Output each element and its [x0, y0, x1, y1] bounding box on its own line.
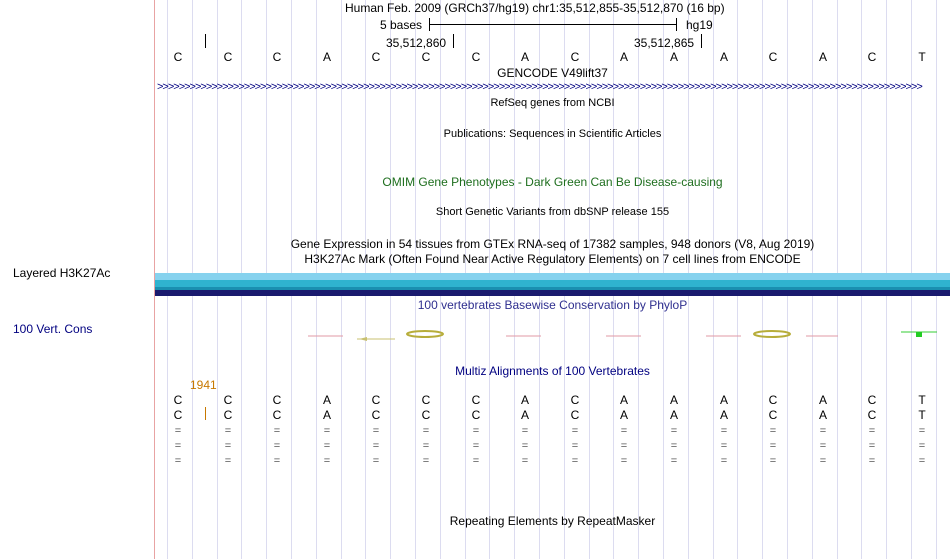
base-rhesus: A — [322, 408, 331, 422]
alignment-match-symbol: = — [174, 440, 182, 452]
gencode-track-title[interactable]: GENCODE V49lift37 — [497, 66, 608, 80]
alignment-match-symbol: = — [819, 440, 827, 452]
base-human: C — [223, 393, 233, 407]
base-base: A — [719, 50, 728, 64]
base-rhesus: A — [818, 408, 827, 422]
base-human: A — [619, 393, 628, 407]
base-rhesus: A — [520, 408, 529, 422]
base-base: C — [272, 50, 282, 64]
alignment-match-symbol: = — [720, 455, 728, 467]
alignment-match-symbol: = — [769, 455, 777, 467]
base-base: A — [520, 50, 529, 64]
gaps-count: 1941 — [190, 378, 217, 392]
base-human: C — [421, 393, 431, 407]
alignment-match-symbol: = — [620, 455, 628, 467]
assembly-label: hg19 — [686, 18, 713, 32]
base-rhesus: C — [272, 408, 282, 422]
phylop-mark — [916, 332, 922, 337]
alignment-match-symbol: = — [422, 440, 430, 452]
base-rhesus: C — [223, 408, 233, 422]
base-human: C — [471, 393, 481, 407]
phylop-mark — [359, 337, 367, 341]
alignment-match-symbol: = — [174, 455, 182, 467]
data-pane[interactable] — [155, 0, 950, 559]
alignment-match-symbol: = — [918, 440, 926, 452]
phylop-mark — [407, 331, 443, 337]
cons-track-label[interactable]: 100 Vert. Cons — [13, 322, 93, 336]
layered-h3k27ac-label[interactable]: Layered H3K27Ac — [13, 266, 111, 280]
base-base: C — [768, 50, 778, 64]
alignment-match-symbol: = — [769, 440, 777, 452]
base-base: C — [173, 50, 183, 64]
ruler-coord-2: 35,512,865 — [634, 36, 695, 50]
publications-track-title[interactable]: Publications: Sequences in Scientific Articles — [443, 128, 662, 140]
alignment-match-symbol: = — [620, 425, 628, 437]
base-rhesus: A — [669, 408, 678, 422]
alignment-match-symbol: = — [720, 425, 728, 437]
alignment-match-symbol: = — [372, 440, 380, 452]
base-human: A — [719, 393, 728, 407]
alignment-match-symbol: = — [472, 425, 480, 437]
phylop-mark — [754, 331, 790, 337]
alignment-match-symbol: = — [273, 455, 281, 467]
alignment-match-symbol: = — [868, 440, 876, 452]
alignment-match-symbol: = — [472, 440, 480, 452]
alignment-match-symbol: = — [868, 425, 876, 437]
alignment-match-symbol: = — [521, 425, 529, 437]
ruler-tick-2 — [701, 34, 702, 48]
alignment-match-symbol: = — [720, 440, 728, 452]
alignment-match-symbol: = — [224, 425, 232, 437]
alignment-match-symbol: = — [323, 425, 331, 437]
base-base: C — [570, 50, 580, 64]
base-rhesus: A — [719, 408, 728, 422]
repeatmasker-track-title[interactable]: Repeating Elements by RepeatMasker — [449, 514, 656, 528]
alignment-match-symbol: = — [273, 440, 281, 452]
alignment-match-symbol: = — [769, 425, 777, 437]
zmym1-gene-body[interactable]: >>>>>>>>>>>>>>>>>>>>>>>>>>>>>>>>>>>>>>>>>>>>>>>>>>>>>>>>>>>>>>>>>>>>>>>>>>>>>>>>>>>>>>>>>>>>>>>>>>>>>>>>>>>>>>>>>>>>>>>>>>>>>>>>>>>>>>>>>>>>> — [157, 81, 922, 93]
base-human: A — [669, 393, 678, 407]
rhesus-insertion-mark — [205, 407, 206, 420]
base-rhesus: C — [173, 408, 183, 422]
gtex-track-title[interactable]: Gene Expression in 54 tissues from GTEx RNA-seq of 17382 samples, 948 donors (V8, Aug 2019) — [290, 237, 815, 251]
alignment-match-symbol: = — [472, 455, 480, 467]
h3k27ac-band-mid[interactable] — [155, 280, 950, 287]
alignment-match-symbol: = — [670, 425, 678, 437]
base-human: A — [520, 393, 529, 407]
alignment-match-symbol: = — [521, 440, 529, 452]
base-base: A — [818, 50, 827, 64]
base-human: C — [867, 393, 877, 407]
base-rhesus: C — [371, 408, 381, 422]
scale-value: 5 bases — [380, 18, 423, 32]
alignment-match-symbol: = — [571, 440, 579, 452]
base-rhesus: A — [619, 408, 628, 422]
alignment-match-symbol: = — [422, 425, 430, 437]
base-rhesus: C — [570, 408, 580, 422]
alignment-match-symbol: = — [819, 425, 827, 437]
alignment-match-symbol: = — [323, 440, 331, 452]
scale-bar-right-tick — [676, 18, 677, 31]
phylop-conservation-plot[interactable] — [155, 320, 950, 350]
h3k27ac-band-dark[interactable] — [155, 290, 950, 296]
alignment-match-symbol: = — [918, 425, 926, 437]
dbsnp-track-title[interactable]: Short Genetic Variants from dbSNP release 155 — [435, 206, 670, 218]
ruler-tick-start — [205, 34, 206, 48]
alignment-match-symbol: = — [273, 425, 281, 437]
ruler-tick-1 — [453, 34, 454, 48]
alignment-match-symbol: = — [620, 440, 628, 452]
h3k27ac-band-light[interactable] — [155, 273, 950, 280]
alignment-match-symbol: = — [174, 425, 182, 437]
base-base: C — [867, 50, 877, 64]
base-rhesus: C — [471, 408, 481, 422]
base-human: A — [322, 393, 331, 407]
base-base: T — [918, 50, 926, 64]
alignment-match-symbol: = — [372, 425, 380, 437]
multiz-track-title[interactable]: Multiz Alignments of 100 Vertebrates — [455, 364, 650, 378]
base-base: C — [471, 50, 481, 64]
alignment-match-symbol: = — [224, 440, 232, 452]
base-human: C — [768, 393, 778, 407]
alignment-match-symbol: = — [819, 455, 827, 467]
base-rhesus: T — [918, 408, 926, 422]
h3k27ac-track-title[interactable]: H3K27Ac Mark (Often Found Near Active Regulatory Elements) on 7 cell lines from ENCODE — [304, 252, 801, 266]
base-base: C — [371, 50, 381, 64]
base-human: C — [173, 393, 183, 407]
alignment-match-symbol: = — [918, 455, 926, 467]
alignment-match-symbol: = — [571, 455, 579, 467]
alignment-match-symbol: = — [372, 455, 380, 467]
base-human: A — [818, 393, 827, 407]
base-base: A — [619, 50, 628, 64]
omim-track-title[interactable]: OMIM Gene Phenotypes - Dark Green Can Be Disease-causing — [382, 175, 723, 189]
alignment-match-symbol: = — [670, 440, 678, 452]
scale-bar-line — [429, 24, 676, 25]
alignment-match-symbol: = — [224, 455, 232, 467]
alignment-match-symbol: = — [422, 455, 430, 467]
label-pane — [0, 0, 154, 559]
base-rhesus: C — [421, 408, 431, 422]
base-rhesus: C — [867, 408, 877, 422]
base-base: A — [322, 50, 331, 64]
ruler-coord-1: 35,512,860 — [386, 36, 447, 50]
phylop-track-title[interactable]: 100 vertebrates Basewise Conservation by PhyloP — [417, 298, 688, 312]
refseq-track-title[interactable]: RefSeq genes from NCBI — [490, 97, 615, 109]
alignment-match-symbol: = — [670, 455, 678, 467]
base-rhesus: C — [768, 408, 778, 422]
alignment-match-symbol: = — [571, 425, 579, 437]
alignment-match-symbol: = — [868, 455, 876, 467]
alignment-match-symbol: = — [323, 455, 331, 467]
base-human: C — [570, 393, 580, 407]
base-base: C — [223, 50, 233, 64]
base-human: C — [272, 393, 282, 407]
base-base: A — [669, 50, 678, 64]
base-base: C — [421, 50, 431, 64]
base-human: T — [918, 393, 926, 407]
base-human: C — [371, 393, 381, 407]
alignment-match-symbol: = — [521, 455, 529, 467]
window-position-text: Human Feb. 2009 (GRCh37/hg19) chr1:35,512,855-35,512,870 (16 bp) — [345, 1, 725, 15]
